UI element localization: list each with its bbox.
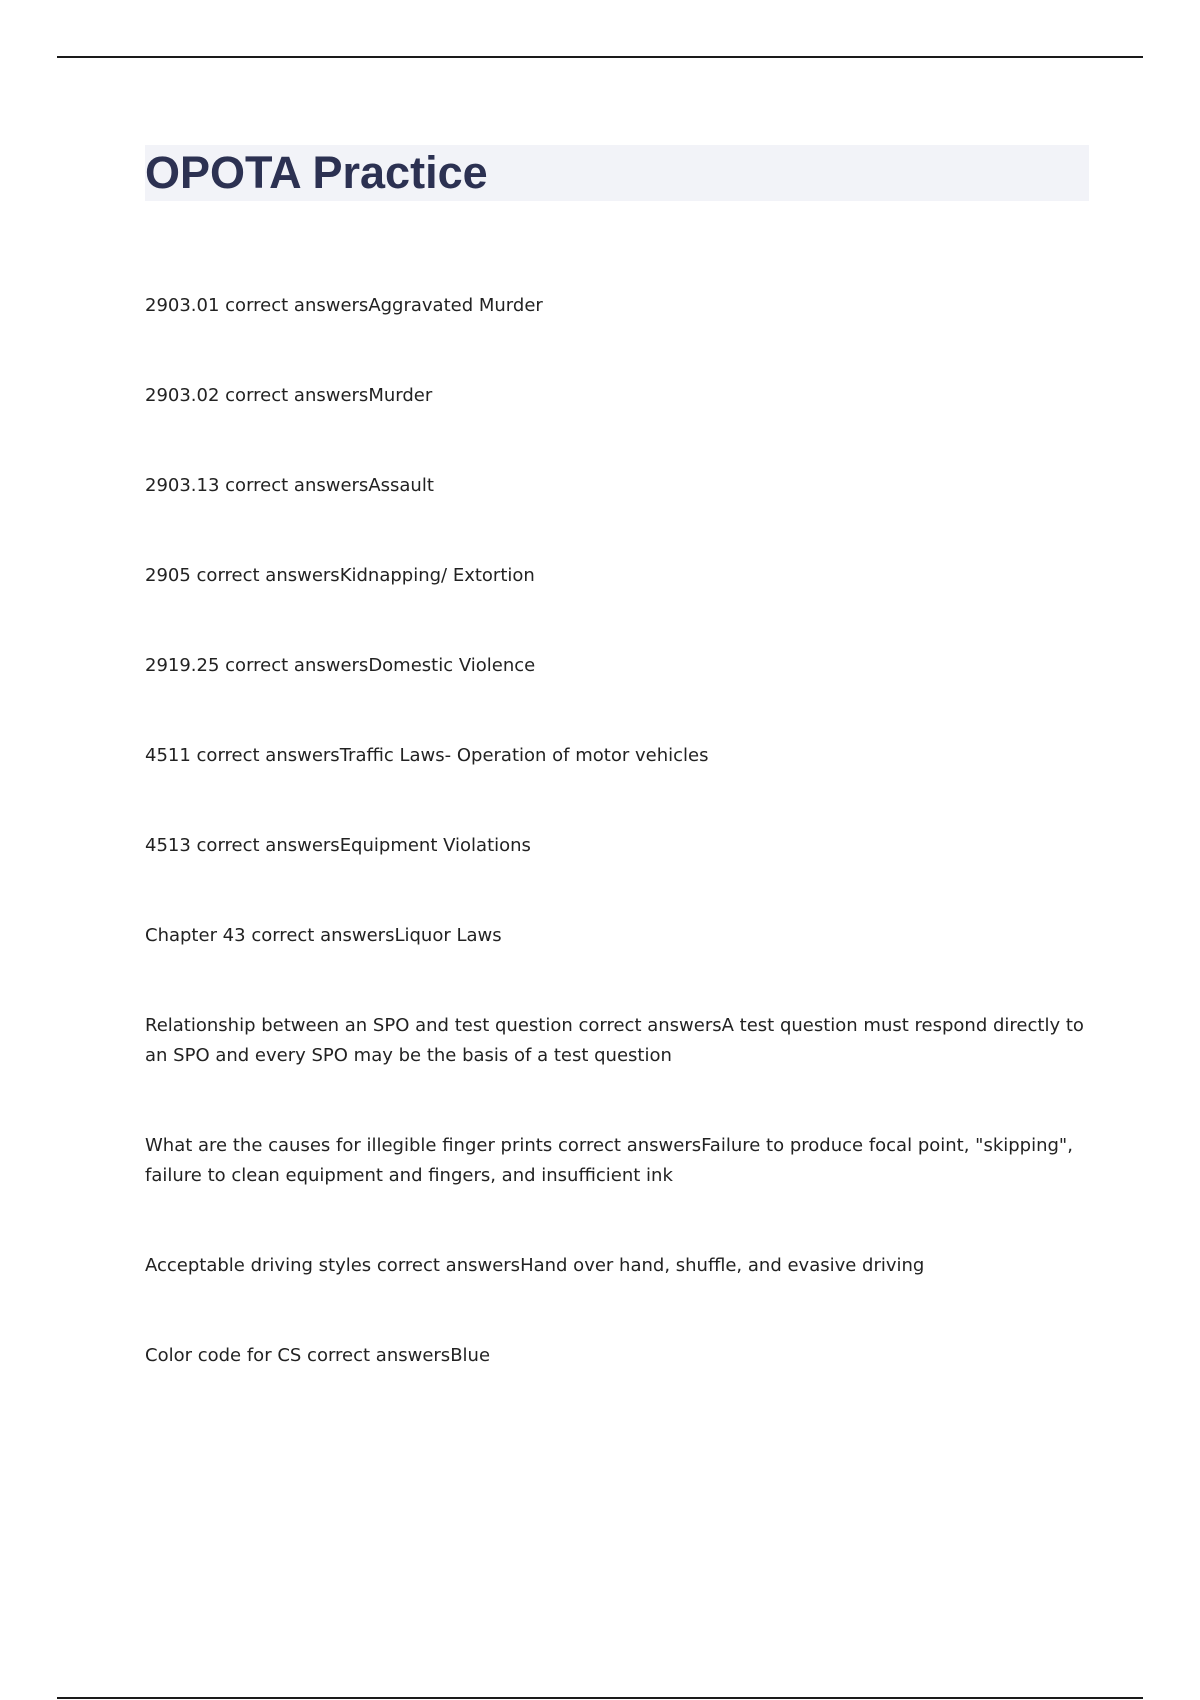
qa-term: 2903.02: [145, 385, 220, 406]
qa-answer: Failure to produce focal point, "skipping", failure to clean equipment and fingers, and insufficient ink: [145, 1135, 1073, 1186]
qa-item: [145, 561, 1089, 591]
qa-separator: correct answers: [552, 1135, 702, 1156]
qa-item: [145, 381, 1089, 411]
qa-term: 2905: [145, 565, 191, 586]
qa-answer: Aggravated Murder: [368, 295, 543, 316]
qa-separator: correct answers: [219, 475, 369, 496]
qa-term: 2903.01: [145, 295, 220, 316]
qa-separator: correct answers: [371, 1255, 521, 1276]
qa-item: [145, 291, 1089, 321]
qa-answer: Domestic Violence: [368, 655, 536, 676]
bottom-divider: [57, 1697, 1143, 1699]
qa-separator: correct answers: [190, 745, 340, 766]
qa-answer: Hand over hand, shuffle, and evasive driving: [520, 1255, 925, 1276]
qa-answer: Kidnapping/ Extortion: [339, 565, 535, 586]
qa-term: 2919.25: [145, 655, 220, 676]
qa-item: [145, 921, 1089, 951]
qa-item: [145, 741, 1089, 771]
qa-separator: correct answers: [219, 655, 369, 676]
qa-separator: correct answers: [245, 925, 395, 946]
qa-separator: correct answers: [572, 1015, 722, 1036]
qa-answer: Traffic Laws- Operation of motor vehicles: [339, 745, 709, 766]
qa-answer: Blue: [450, 1345, 491, 1366]
qa-answer: Assault: [368, 475, 434, 496]
qa-term: What are the causes for illegible finger prints: [145, 1135, 553, 1156]
page-title: OPOTA Practice: [145, 147, 488, 198]
qa-item: [145, 831, 1089, 861]
qa-item: [145, 1011, 1089, 1071]
qa-answer: A test question must respond directly to an SPO and every SPO may be the basis of a test question: [145, 1015, 1084, 1066]
qa-answer: Murder: [368, 385, 433, 406]
qa-answer: Equipment Violations: [339, 835, 531, 856]
title-banner: [145, 145, 1089, 201]
qa-separator: correct answers: [190, 835, 340, 856]
qa-term: Acceptable driving styles: [145, 1255, 372, 1276]
qa-separator: correct answers: [301, 1345, 451, 1366]
qa-item: [145, 471, 1089, 501]
qa-separator: correct answers: [219, 385, 369, 406]
qa-item: [145, 1341, 1089, 1371]
qa-separator: correct answers: [219, 295, 369, 316]
qa-item: [145, 651, 1089, 681]
qa-term: Color code for CS: [145, 1345, 302, 1366]
qa-item: [145, 1251, 1089, 1281]
qa-term: 2903.13: [145, 475, 220, 496]
qa-term: 4513: [145, 835, 191, 856]
qa-term: Chapter 43: [145, 925, 246, 946]
qa-term: Relationship between an SPO and test question: [145, 1015, 573, 1036]
qa-separator: correct answers: [190, 565, 340, 586]
qa-answer: Liquor Laws: [394, 925, 502, 946]
qa-list: [145, 291, 1089, 1431]
qa-item: [145, 1131, 1089, 1191]
qa-term: 4511: [145, 745, 191, 766]
top-divider: [57, 56, 1143, 58]
